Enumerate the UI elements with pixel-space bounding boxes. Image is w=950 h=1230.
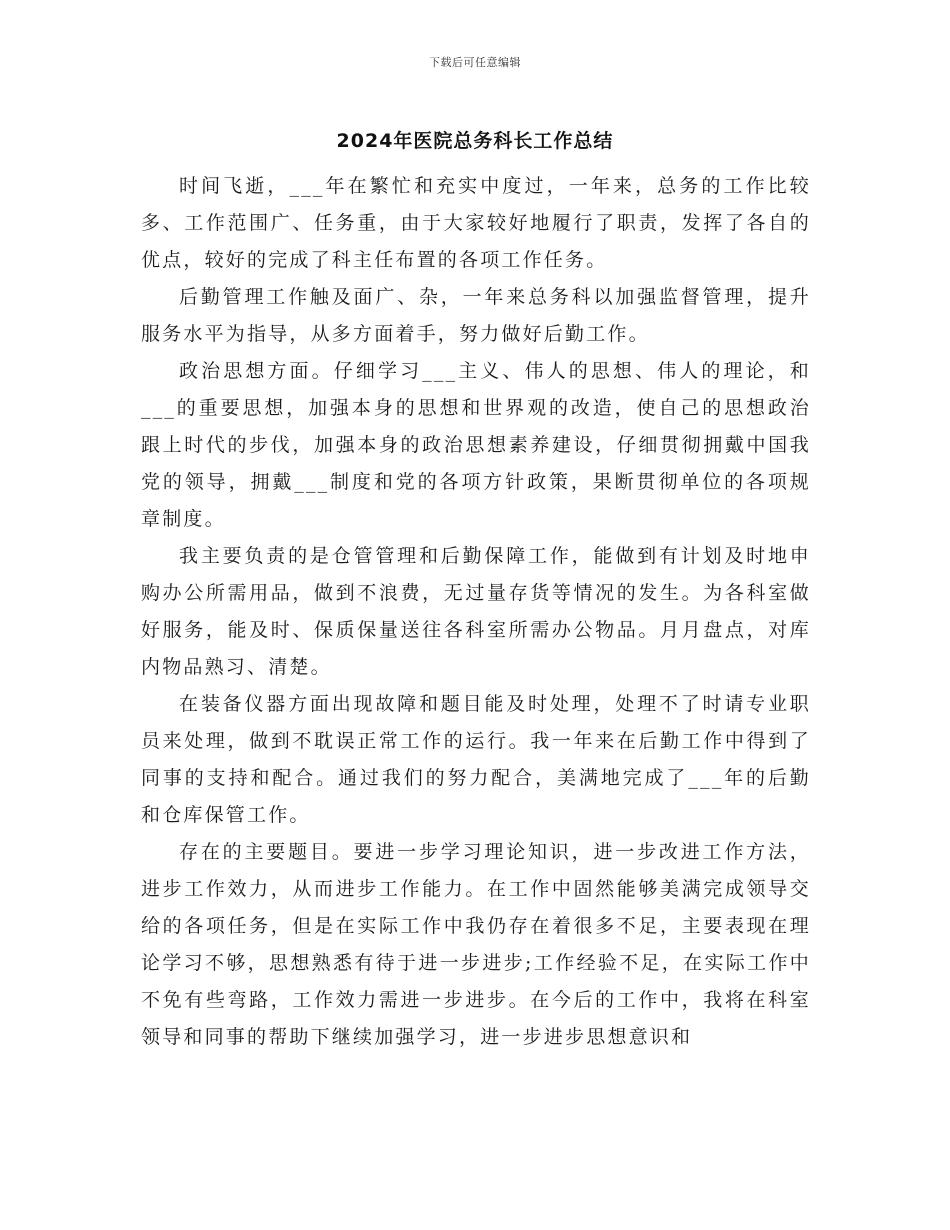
paragraph: 我主要负责的是仓管管理和后勤保障工作，能做到有计划及时地申购办公所需用品，做到不浪费，无过量存货等情况的发生。为各科室做好服务，能及时、保质保量送往各科室所需办公物品。月月盘点，对库内物品熟习、清楚。 [141, 545, 811, 678]
header-note: 下载后可任意编辑 [429, 56, 521, 69]
document-body [141, 168, 811, 1056]
paragraph: 时间飞逝，___年在繁忙和充实中度过，一年来，总务的工作比较多、工作范围广、任务重，由于大家较好地履行了职责，发挥了各自的优点，较好的完成了科主任布置的各项工作任务。 [141, 175, 811, 271]
paragraph: 存在的主要题目。要进一步学习理论知识，进一步改进工作方法，进步工作效力，从而进步工作能力。在工作中固然能够美满完成领导交给的各项任务，但是在实际工作中我仍存在着很多不足，主要表现在理论学习不够，思想熟悉有待于进一步进步;工作经验不足，在实际工作中不免有些弯路，工作效力需进一步进步。在今后的工作中，我将在科室领导和同事的帮助下继续加强学习，进一步进步思想意识和 [141, 841, 811, 1048]
document-title: 2024年医院总务科长工作总结 [336, 130, 614, 152]
paragraph: 政治思想方面。仔细学习___主义、伟人的思想、伟人的理论，和___的重要思想，加强本身的思想和世界观的改造，使自己的思想政治跟上时代的步伐，加强本身的政治思想素养建设，仔细贯彻拥戴中国我党的领导，拥戴___制度和党的各项方针政策，果断贯彻单位的各项规章制度。 [141, 360, 811, 530]
paragraph: 在装备仪器方面出现故障和题目能及时处理，处理不了时请专业职员来处理，做到不耽误正常工作的运行。我一年来在后勤工作中得到了同事的支持和配合。通过我们的努力配合，美满地完成了___年的后勤和仓库保管工作。 [141, 693, 811, 826]
paragraph: 后勤管理工作触及面广、杂，一年来总务科以加强监督管理，提升服务水平为指导，从多方面着手，努力做好后勤工作。 [141, 286, 811, 345]
